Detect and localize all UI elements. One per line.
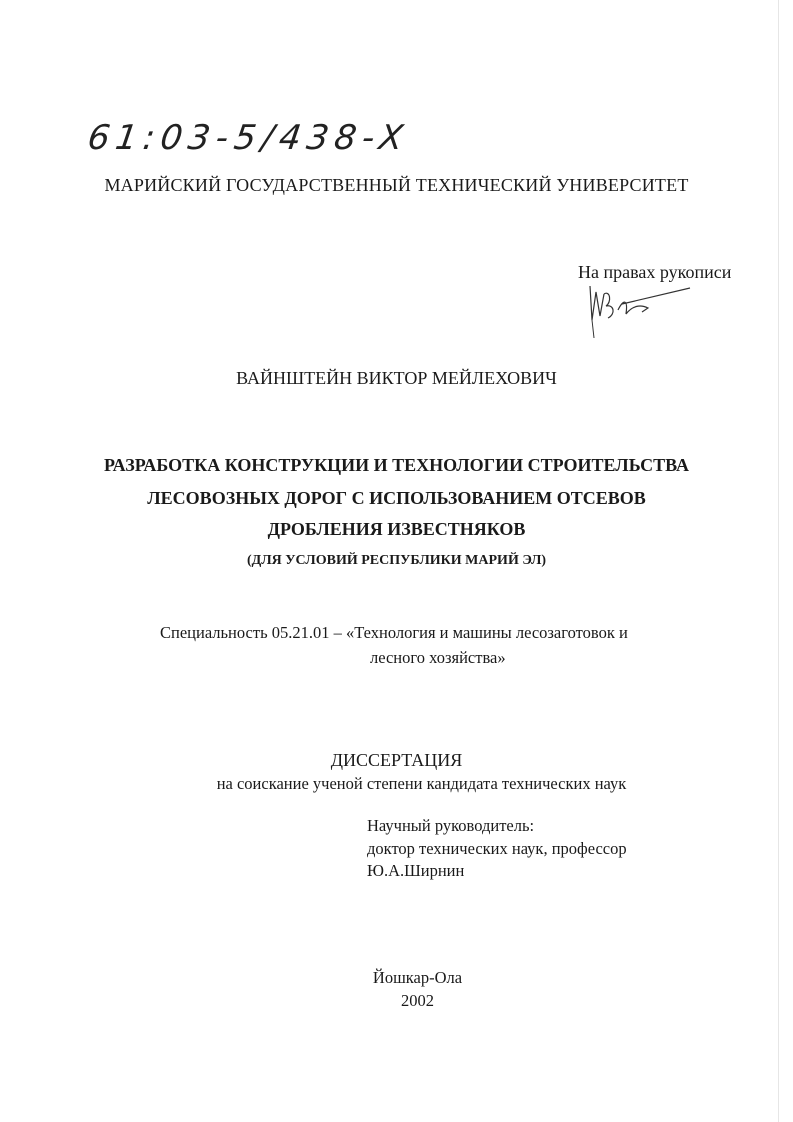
manuscript-rights: На правах рукописи	[578, 262, 732, 282]
advisor-title: доктор технических наук, профессор	[367, 839, 627, 858]
author-name: ВАЙНШТЕЙН ВИКТОР МЕЙЛЕХОВИЧ	[236, 368, 557, 388]
title-line-1: РАЗРАБОТКА КОНСТРУКЦИИ И ТЕХНОЛОГИИ СТРОИТЕЛЬСТВА	[103, 455, 690, 475]
work-type: ДИССЕРТАЦИЯ	[330, 750, 463, 770]
university-name: МАРИЙСКИЙ ГОСУДАРСТВЕННЫЙ ТЕХНИЧЕСКИЙ УНИВЕРСИТЕТ	[104, 175, 689, 195]
specialty-line-1: Специальность 05.21.01 – «Технология и машины лесозаготовок и	[160, 623, 628, 642]
title-line-2: ЛЕСОВОЗНЫХ ДОРОГ С ИСПОЛЬЗОВАНИЕМ ОТСЕВОВ	[147, 488, 646, 508]
advisor-name: Ю.А.Ширнин	[367, 861, 465, 880]
title-line-3: ДРОБЛЕНИЯ ИЗВЕСТНЯКОВ	[267, 519, 526, 539]
signature-icon	[582, 280, 702, 344]
specialty-line-2: лесного хозяйства»	[370, 648, 506, 667]
degree-line: на соискание ученой степени кандидата технических наук	[216, 774, 627, 793]
archive-code: 61:03-5/438-X	[85, 118, 412, 158]
city: Йошкар-Ола	[372, 968, 463, 987]
year: 2002	[401, 991, 434, 1010]
advisor-label: Научный руководитель:	[367, 816, 535, 835]
subtitle: (ДЛЯ УСЛОВИЙ РЕСПУБЛИКИ МАРИЙ ЭЛ)	[246, 553, 547, 568]
